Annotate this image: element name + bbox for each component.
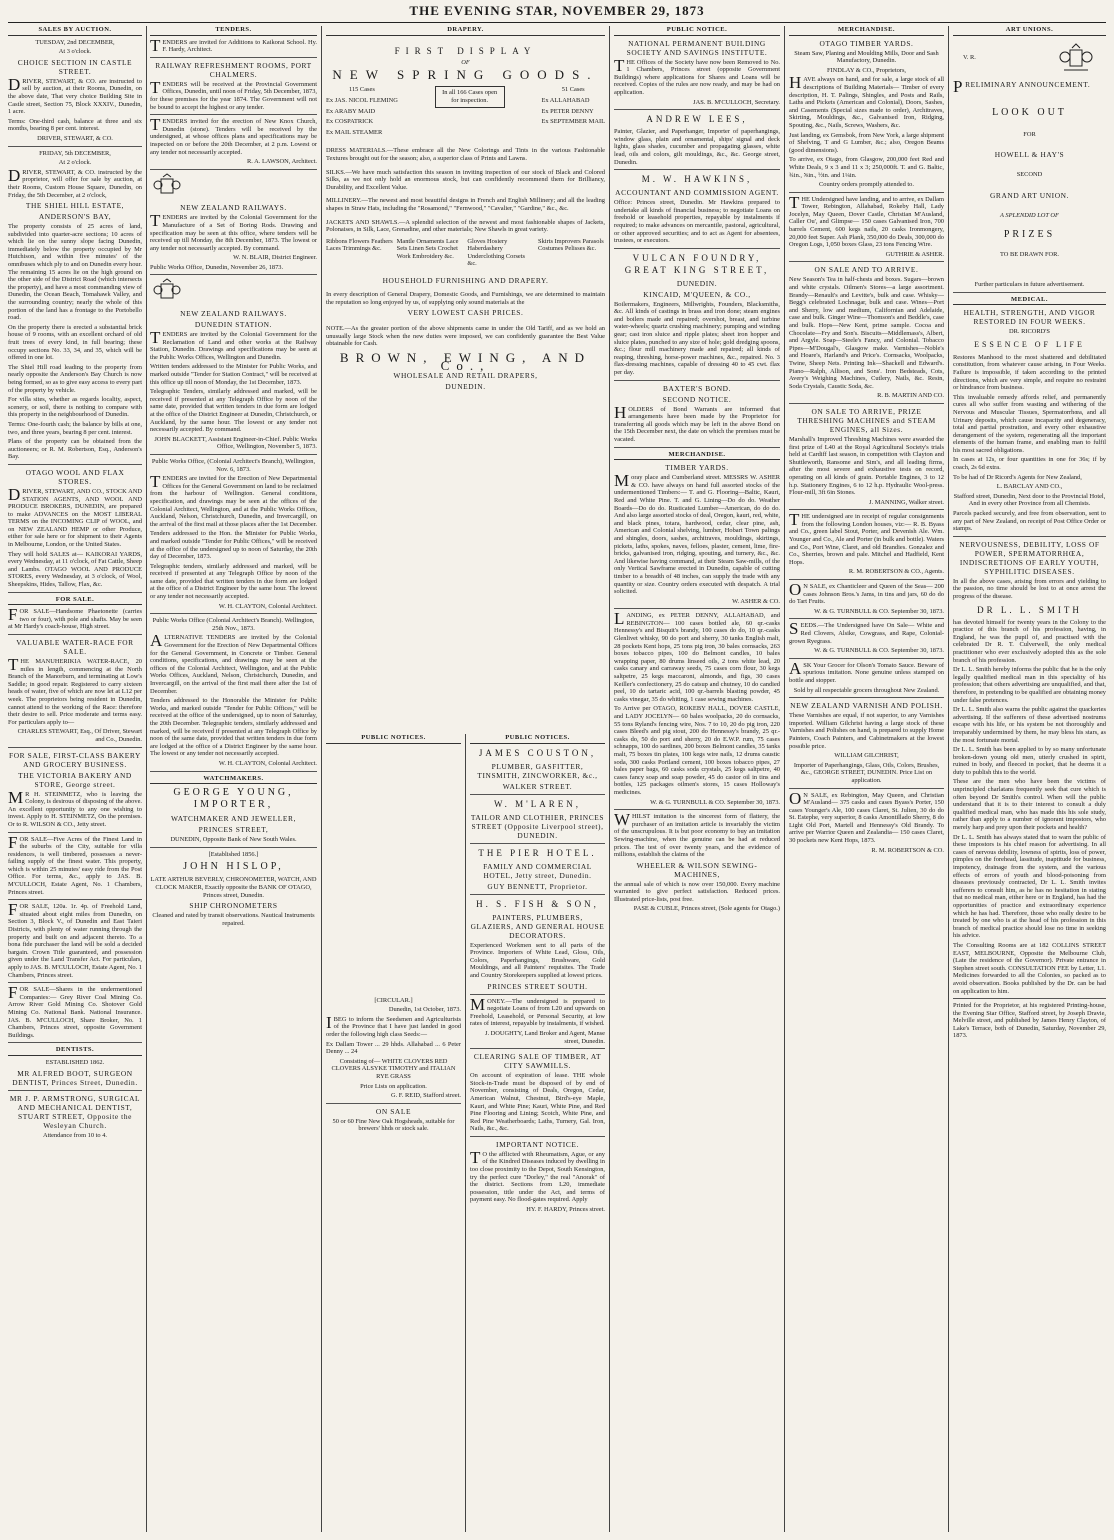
ad-footnote: Attendance from 10 to 4. (42, 1131, 108, 1139)
column-drapery (326, 26, 605, 726)
ad-signature: Public Works Office (Colonial Architect's Branch). Wellington, 25th Nov., 1873. (152, 617, 315, 632)
ad-heading: RAILWAY REFRESHMENT ROOMS, PORT CHALMERS. (155, 60, 312, 79)
newspaper-title: THE EVENING STAR, NOVEMBER 29, 1873 (409, 3, 705, 18)
ad-heading: NATIONAL PERMANENT BUILDING SOCIETY AND SAVINGS INSTITUTE. (626, 38, 768, 57)
ad-heading: PRINCES STREET, (198, 825, 269, 835)
ad-body: FOR SALE, 120a. 1r. 4p. of Freehold Land, situated about eight miles from Dunedin, on Section 3, Block V., of Dunedin and East Taieri Districts, with plenty of water running through the property and built on and adjacent thereto. To a bona fide purchaser the land will be sold a decided bargain. Crown Title guaranteed, and possession given under the Land Transfer Act. For particulars, apply to JAS. B. M'CULLOCH, Estate Agent, No. 1 Chambers, Princes street. (8, 903, 142, 983)
ad-heading: HOWELL & HAY'S (994, 150, 1065, 160)
ad-heading: ON SALE AND TO ARRIVE. (814, 265, 919, 275)
ad-heading: JAMES COUSTON, (478, 747, 597, 758)
ad-body: In every description of General Drapery, Domestic Goods, and Furnishings, we are determined to maintain the reputation so long enjoyed by us, of supplying only sound materials at the (326, 291, 605, 306)
shipment-item: Ex PETER DENNY (541, 107, 594, 115)
ad-heading: PRINCES STREET SOUTH. (470, 982, 605, 995)
masthead-rule (8, 22, 1106, 23)
ad-body: Importer of Paperhangings, Glass, Oils, Colors, Brushes, &c., GEORGE STREET, DUNEDIN. Price List on application. (789, 762, 944, 789)
imprint: Printed for the Proprietor, at his registered Printing-house, the Evening Star Office, Stafford street, by Joseph Dravie, Melville street, and published by James Henry Clayton, of Lake's Terrace, both of Dunedin, Saturday, November 29, 1873. (953, 1002, 1106, 1040)
ad-body: WHILST imitation is the sincerest form of flattery, the purchaser of an imitation article is invariably the victim of the unscrupulous. It is but poor economy to buy an imitation Sewing-machine, when the genuine can be had at reduced prices. The test of over twenty years, and the evidence of millions, establish the claims of the (614, 810, 780, 859)
column-public-notice-merchandise (614, 26, 780, 1532)
ad-heading: VULCAN FOUNDRY, GREAT KING STREET, (624, 252, 770, 275)
shipment-table (326, 86, 605, 139)
ad-body: TENDERS are invited by the Colonial Government for the Reclamation of Land and other works at the Railway Station, Dunedin. Drawings and specifications may be seen at the Public Works Offices, Wellington and Dunedin. (150, 328, 317, 361)
ad-heading: WILLIAM GILCHRIST, (834, 752, 899, 760)
ad-body: To arrive, ex Otago, from Glasgow, 200,000 feet Red and White Deals, 9 x 3 and 11 x 3; 250,000ft. T. and G. Baltic, ¾in., ⅝in., ½in. and 1¼in. (789, 156, 944, 179)
ad-date: Dunedin, 1st October, 1873. (388, 1006, 461, 1014)
ad-heading: FAMILY AND COMMERCIAL HOTEL, Jetty street, Dunedin. (483, 861, 592, 880)
ad-heading: TAILOR AND CLOTHIER, PRINCES STREET (Opposite Liverpool street), DUNEDIN. (470, 813, 605, 844)
ad-body: Plans of the property can be obtained from the auctioneers; or R. M. Robertson, Esq., Anderson's Bay. (8, 438, 142, 465)
ad-signature: GUTHRIE & ASHER. (789, 251, 944, 263)
section-heading: ART UNIONS. (953, 26, 1106, 36)
ad-body: Country orders promptly attended to. (789, 181, 944, 193)
ad-heading: IMPORTANT NOTICE. (496, 1139, 579, 1149)
ad-body: Restores Manhood to the most shattered and debilitated constitution, from whatever cause arising, in Four Weeks. Failure is impossible, if taken according to the printed directions, which are very simple, and require no restraint or hindrance from business. (953, 353, 1106, 392)
section-heading: SALES BY AUCTION. (8, 26, 142, 36)
display-headline: NEW SPRING GOODS. (332, 66, 599, 82)
column-divider (146, 26, 147, 1532)
established-note: [Established 1856.] (208, 850, 259, 858)
shipment-item: 51 Cases (561, 86, 585, 94)
ad-heading: PRELIMINARY ANNOUNCEMENT. (953, 76, 1091, 96)
ad-heading: ANDERSON'S BAY, (38, 212, 112, 222)
ad-heading: OTAGO WOOL AND FLAX STORES. (25, 467, 125, 486)
ad-body: Marshall's Improved Threshing Machines were awarded the first prize of L40 at the Royal Agricultural Society's trials held at Cardiff last season, in competition with Clayton and Shuttleworth, Ransome and Sim's, and all leading firms, after the most severe and exhaustive tests on record, operating on all kinds of grain. Portable Engines, 3 to 12 h.p. Stationery Engines, 6 to 12 h.p. Hydraulic Wool-press. Flour-mill, 3ft 6in Stones. (789, 435, 944, 497)
ad-heading: HOUSEHOLD FURNISHING AND DRAPERY. (382, 276, 549, 286)
ad-heading: JOHN HISLOP, (183, 861, 284, 873)
ad-body: New Season's Tea in half-chests and boxes. Sugars—brown and white crystals. Oilmen's Stores—a large assortment. Brandy—Renault's and Levitte's, bulk and case. Whisky—Begg's celebrated Lochnagar, bulk and case. Wines—Port and Sherry, low and medium, Californian and Adelaide, case and bulk. Ginger Wine—Thomson's and Beddle's, case and bulk. Hops—New Kent, prime sample. Cocoa and Chocolate—Fry and Son's. Biscuits—Middlemass's, Albert, and Argyle. Soap—Steele's Fancy, and Colonial. Tobacco Pipes—M'Dougal's, Glasgow make. Varnishes—Noble's and Hoare's, Harland's and Price's. Cornsacks, Woolpacks, Twine, Sheep Nets. Printing Ink—Shackell and Edward's. Piano—Ralph, Allison, and Sons'. Iron Bedsteads, Cots, Avery's Weighing Machines, Cutlery, Nails, &c. Resin, Soda Crystals, Caustic Soda, &c. (789, 276, 944, 390)
shipment-list-left (326, 86, 398, 139)
ad-heading: TO BE DRAWN FOR. (999, 251, 1060, 259)
display-connector: OF (461, 59, 470, 67)
ad-body: MR H. STEINMETZ, who is leaving the Colony, is desirous of disposing of the above. An excellent opportunity to any one wishing to invest. Apply to H. STEINMETZ, On the premises. Or to R. WILSON & CO., Jetty street. (8, 791, 142, 833)
ad-signature: R. M. ROBERTSON & CO., Agents. (789, 568, 944, 580)
ad-body: Parcels packed securely, and free from observation, sent to any part of New Zealand, on receipt of Post Office Order or stamps. (953, 510, 1106, 537)
ad-body: Terms: One-fourth cash; the balance by bills at one, two, and three years, bearing 8 per cent. interest. (8, 420, 142, 436)
ad-body: Dr L. L. Smith has always stated that to warn the public of these impostors is his chief reason for advertising. In all cases of nervous debility, lowness of spirits, loss of power, pimples on the forehead, lassitude, inaptitude for business, impotency, drainage from the system, and the various effects of errors of youth and blood-poisoning from diseases previously contracted, Dr L. L. Smith invites sufferers to consult him, as he has no hesitation in stating that no medical man, either here or in England, has had the opportunities of practice and extraordinary experience which he has had. Therefore, those who really desire to be treated by one who is at the head of his profession in this branch of medical practice should lose no time in seeking his advice. (953, 833, 1106, 940)
ad-body: 50 or 60 Fine New Oak Hogsheads, suitable for brewers' hhds or stock sale. (332, 1117, 455, 1133)
ad-body: DRIVER, STEWART, AND CO., STOCK AND STATION AGENTS, AND WOOL AND PRODUCE BROKERS, DUNEDIN, are prepared to make ADVANCES on the MOST LIBERAL TERMS on the INCOMING CLIP of WOOL, and on NEW ZEALAND HEMP or other Produce, either for sale here or for shipment to their Agents in Melbourne, London, or the United States. (8, 484, 142, 549)
ad-signature: W. ASHER & CO. (614, 598, 780, 610)
shipment-item: Ex MAIL STEAMER (326, 128, 383, 136)
ad-heading: NEW ZEALAND RAILWAYS. (180, 309, 287, 319)
ad-heading: LOOK OUT (992, 106, 1067, 118)
blank-space (326, 747, 461, 997)
ad-signature: W. N. BLAIR, District Engineer. (233, 254, 317, 262)
ad-signature: J. MANNING, Walker street. (789, 499, 944, 511)
ad-heading: ESSENCE OF LIFE (974, 339, 1085, 349)
ad-body: TO the afflicted with Rheumatism, Ague, or any of the Kindred Diseases induced by dwelling in too close proximity to the Depot, South Kensington, try the perfect cure "Dorley," the real "Anorak" of the district. Sections from L20, immediate possession, title under the Act, and terms of payment easy. No flood-gates required. Apply (470, 1147, 605, 1204)
ad-signature: R. A. LAWSON, Architect. (150, 158, 317, 170)
ad-body: MILLINERY.—The newest and most beautiful designs in French and English Millinery; and all the leading shapes in Straw Hats, including the "Rosamond," "Fernwood," "Cavalier," "Gardine," &c., &c. (326, 197, 605, 212)
ad-heading: MR ALFRED BOOT, SURGEON DENTIST, Princes Street, Dunedin. (8, 1069, 142, 1091)
ad-body: Dr L. L. Smith hereby informs the public that he is the only legally qualified medical man in this speciality of his profession; that others advertising are unqualified, and that, therefore, in pretending to be qualified are obtaining money under false pretences. (953, 666, 1106, 704)
ad-body: LATE ARTHUR BEVERLY, CHRONOMETER, WATCH, AND CLOCK MAKER, Exactly opposite the BANK OF OTAGO, Princes street, Dunedin. (150, 876, 317, 899)
ad-heading: VERY LOWEST CASH PRICES. (407, 308, 524, 318)
ad-body: MONEY.—The undersigned is prepared to negotiate Loans of from L20 and upwards on Freehold, Leasehold, or Personal Security, at low rates of interest, repayable by instalments, if wished. (470, 994, 605, 1028)
column-divider (321, 26, 322, 1532)
section-heading: PUBLIC NOTICES. (326, 734, 461, 744)
section-heading: MERCHANDISE. (614, 451, 780, 461)
ad-body: Tenders addressed to the Honorable the Minister for Public Works, and marked outside "Tender for Public Offices," will be received at the office of the undersigned, up to noon of Saturday, the 20th December. Telegraphic tenders, similarly addressed and marked, will be received if presented at any Telegraph Office by noon of the same date, provided that written tenders in due form are lodged at the office of a District Engineer by the same hour. The lowest or any tender not necessarily accepted. (150, 697, 317, 758)
shipment-item: Ex COSPATRICK (326, 118, 374, 126)
ad-body: SEEDS.—The Undersigned have On Sale— White and Red Clovers, Alsike, Cowgrass, and Rape, Colonial-grown Ryegrass. (789, 619, 944, 645)
ad-body: TENDERS are invited for the Erection of New Departmental Offices for the General Government on land to be reclaimed from the harbour of Wellington. General conditions, specification, and drawings may be seen at the offices of the Colonial Architect, Wellington, and at the Public Works Offices, Auckland, Nelson, Christchurch, Dunedin, and Invercargill, on the arrival of the first mail at those places after the 1st December. (150, 472, 317, 528)
ad-body: THE Undersigned have landing, and to arrive, ex Dallam Tower, Rebington, Allahabad, Rokeby Hall, Lady Jocelyn, May Queen, Dover Castle, Christian M'Ausland, Caller Ou', and Glimpse— 150 cases Galvanised Iron, 700 barrels Cement, 600 kegs nails, 20 casks Ironmongery, 20,000 feet Super. Ash Plank, 350,000 do Deals, 300,000 do Oregon Logs, 1,050 boxes Glass, 23 tons Fencing Wire. (789, 192, 944, 249)
ad-body: Written tenders addressed to the Minister for Public Works, and marked outside "Tender for Station Contract," will be received at this office up till noon of Monday, the 1st December, 1873. (150, 363, 317, 386)
ad-body: SILKS.—We have much satisfaction this season in inviting inspection of our stock of Black and Colored Silks, as we not only hold an enormous stock, but can confidently recommend them for Brilliancy, Durability, and Excellent Value. (326, 168, 605, 191)
royal-arms (963, 42, 1096, 74)
ad-body: Boilermakers, Engineers, Millwrights, Founders, Blacksmiths, &c. All kinds of castings in brass and iron done; steam engines and boilers made and repaired; overshot, breast, and turbine water-wheels; quartz crushing machinery; pumping and winding gear; cast iron sluice and ripple plates; sheet iron hopper and sluice plates, punched to any size of hole; gold dredging spoons, &c.; flour mill machinery made and repaired; all kinds of reaping, threshing, horse-power machines, &c., repaired. No. 3 flax-dressing machines, capable of dressing 40 to 45 cwt. flax per day. (614, 301, 780, 381)
ad-heading: M. W. HAWKINS, (641, 174, 753, 185)
ad-body: To Arrive per OTAGO, ROKEBY HALL, DOVER CASTLE, and LADY JOCELYN— 60 bales woolpacks, 20 do cornsacks, 55 tons Ryland's fencing wire, Nos. 7 to 10, 20 do pig iron, 220 cases Bleed's and pig stout, 200 do Hennessy's brandy, 25 qr.-casks do, 50 do port and sherry, 20 do E.W.P. rum, 75 cases schnapps, 100 do sardines, 200 boxes Belmont candles, 35 tanks malt, 75 boxes tin plates, 100 kegs wire nails, 12 drums caustic soda, 300 casks Portland cement, 100 boxes tobacco pipes, 27 bales paper bags, 60 casks soda crystals, 25 kegs saltpetre, 40 cases fancy soap and soap powder, 45 do castor oil in tins and bottles, 125 packages oilmen's stores, 15 cases Holloway's medicines. (614, 705, 780, 796)
ad-signature: Public Works Office, Dunedin, November 26, 1873. (150, 264, 317, 276)
goods-column: Mantle Ornaments Lace Sets Linen Sets Crochet Work Embroidery &c. (396, 237, 459, 260)
ad-body: Cleaned and rated by transit observations. Nautical Instruments repaired. (152, 912, 315, 927)
section-heading: PUBLIC NOTICE. (614, 26, 780, 36)
masthead (0, 0, 1114, 22)
shipment-total-box: In all 166 Cases open for inspection. (435, 86, 505, 107)
ad-heading: Consisting of— WHITE CLOVERS RED CLOVERS ALSYKE TIMOTHY and ITALIAN RYE GRASS (331, 1057, 456, 1080)
ad-body: Sold by all respectable grocers throughout New Zealand. (789, 687, 944, 699)
section-heading: PUBLIC NOTICES. (470, 734, 605, 744)
circular-label: [CIRCULAR.] (374, 996, 413, 1004)
column-merchandise (789, 26, 944, 1532)
section-heading: DENTISTS. (8, 1046, 142, 1056)
ad-heading: PLUMBER, GASFITTER, TINSMITH, ZINCWORKER, &c., (477, 761, 598, 780)
ad-body: JACKETS AND SHAWLS.—A splendid selection of the newest and most fashionable shapes of Jackets, Polonaises, in Silk, Lace, Grenadine, and other materials; New Shawls in great variety. (326, 218, 605, 234)
ad-body: DUNEDIN, Opposite Bank of New South Wales. (150, 836, 317, 848)
goods-column: Ribbons Flowers Feathers Laces Trimmings &c. (326, 237, 393, 253)
ad-heading: WHOLESALE AND RETAIL DRAPERS, (393, 371, 538, 381)
ad-body: The property consists of 25 acres of land, subdivided into quarter-acre sections; 10 acres of which lie on the sunny slope facing Dunedin, immediately below the property occupied by Mr Hutchison, and within five minutes' of the omnibuses which ply to and on Dunedin every hour. The remaining 15 acres lie on the high ground on the other side of the District Road (which intersects the property), and have a most commanding view of Dunedin, the Ocean Beach, Tomahawk Valley, and the surrounding country; nearly the whole of this portion of the land has a frontage to the Portobello road. (8, 223, 142, 322)
ad-body: Price Lists on application. (360, 1082, 427, 1090)
section-heading: MEDICAL. (953, 296, 1106, 306)
ad-signature: PASE & CUBLE, Princes street, (Sole agents for Otago.) (633, 905, 780, 913)
ad-body: HAVE always on hand, and for sale, a large stock of all descriptions of Building Materials— Timber of every description, H. T. Palings, Shingles, and Posts and Rails, Laths and Pickets (American and Colonial), Doors, Sashes, and Casements (Special sizes made to order), Architraves, Skirting, Mouldings, &c., Galvanised Iron, Ridging, Spouting, &c., Nails, Screws, Washers, &c. (789, 73, 944, 129)
ad-signature: R. M. ROBERTSON & CO. (871, 846, 944, 854)
sale-date: FRIDAY, 5th DECEMBER, (39, 149, 111, 157)
ad-body: FOR SALE—Shares in the undermentioned Companies:— Grey River Coal Mining Co. Arrow River Gold Mining Co. Shotover Gold Mining Co. National Bank. National Insurance. JAS. B. M'CULLOCH, Share Broker, No. 1 Chambers, Princes street, opposite Government Buildings. (8, 986, 142, 1043)
ad-signature: HY. F. HARDY, Princes street. (526, 1206, 605, 1214)
ad-heading: ON SALE TO ARRIVE, PRIZE THRESHING MACHINES and STEAM ENGINES, all Sizes. (797, 406, 936, 434)
ad-signature: W. & G. TURNBULL & CO. September 30, 1873. (614, 799, 780, 811)
ad-body: This invaluable remedy affords relief, and permanently cures all who suffer from wasting and withering of the Nervous and Muscular Tissues, Spermatorrhœa, and all Urinary deposits, which cause incapacity and degeneracy, total and partial prostration, and every other exhaustive derangement of the system, regenerating all the important elements of the human frame, and enabling man to fulfil his most sacred obligations. (953, 393, 1106, 454)
section-heading: FOR SALE. (8, 596, 142, 606)
ad-heading: TIMBER YARDS. (665, 463, 729, 473)
shipment-item: Ex SEPTEMBER MAIL (541, 118, 605, 126)
ad-body: ALTERNATIVE TENDERS are invited by the Colonial Government for the Erection of New Departmental Offices for the General Government, in Concrete or Timber. General conditions, specifications, and drawings may be seen at the offices of the Colonial Architect, Wellington, and at the Public Works Offices, Auckland, Nelson, Christchurch, Dunedin, and Invercargill, on the arrival of the first mail there after the 1st of December. (150, 631, 317, 695)
ad-body: TENDERS are invited for Additions to Kaikorai School. Hy. F. Hardy, Architect. (150, 39, 317, 58)
ad-signature: J. DOUGHTY, Land Broker and Agent, Manse street, Dunedin. (470, 1030, 605, 1049)
ad-body: These Varnishes are equal, if not superior, to any Varnishes imported. William Gilchrist having a large stock of these Varnishes and Polishes on hand, is prepared to supply Home Painters, Coach Painters, and Cabinetmakers at the lowest possible price. (789, 712, 944, 750)
ad-body: On account of expiration of lease. THE whole Stock-in-Trade must be disposed of by end of November, consisting of Deals, Oregon, Cedar, American Walnut, Chestnut, Bird's-eye Maple, Kauri, and White Pine; Kauri, White Pine, and Red Pine Flooring and Lining; Scotch, White Pine, and Red Pine Weatherboards; Laths, Turnery, Gal. Iron, Nails, &c., &c. (470, 1072, 605, 1137)
ad-signature: W. H. CLAYTON, Colonial Architect. (150, 760, 317, 772)
column-art-unions-medical (953, 26, 1106, 1532)
ad-body: Office: Princes street, Dunedin. Mr Hawkins prepared to undertake all kinds of financial business; to negotiate Loans on freehold or leasehold properties, repayable by instalments if required; to make advances on mercantile, pastoral, agricultural, or other approved securities; and to act as Agent for absentees, trustees, or executors. (614, 199, 780, 249)
ad-body: Terms: One-third cash, balance at three and six months, bearing 8 per cent. interest. (8, 117, 142, 133)
section-heading: WATCHMAKERS. (150, 775, 317, 785)
ad-body: Moray place and Cumberland street. MESSRS W. ASHER & CO. have always on hand full assorted stocks of the undermentioned Timbers:— T. and G. Flooring—Baltic, Kauri, Red and White Pine. T. and G. Lining—Do do do. Weather Boards—Do do do. Rusticated Lumber—American, do do do. And also large assorted stocks of deal, Oregon, kauri, red, white, and black pines, totara, hardwood, cedar, clear pine, ash, American and Colonial shelving, lumber, Hobart Town palings and shingles, doors, sashes, architraves, mouldings, skirtings, pickets, laths, spokes, naves, felloes, plaster, cement, lime, fire-bricks, galvanised iron, ridging, spouting, and turnery, &c., &c. And likewise having command, at their Steam Saw-mills, of the only Vertical Sawframe erected in Dunedin, capable of cutting timber to a breadth of 48 inches, can supply the trade with any quantity or size. Country orders executed with despatch. A trial solicited. (614, 471, 780, 596)
ad-body: ON SALE, ex Chanticleer and Queen of the Seas— 200 cases Johnson Bros.'s Jams, in tins and jars, 60 do do do Tart Fruits. (789, 580, 944, 606)
goods-list (326, 238, 605, 268)
column-divider (784, 26, 785, 1532)
ad-heading: W. M'LAREN, (493, 798, 582, 809)
ad-heading: NEW ZEALAND RAILWAYS. (180, 203, 287, 213)
column-public-notices-left (326, 734, 461, 1532)
royal-crest-icon (150, 173, 184, 199)
ad-body: LANDING, ex PETER DENNY, ALLAHABAD, and REBINGTON— 100 cases bottled ale, 60 qr.-casks Hennessy's and Bisquit's brandy, 100 cases do do, 10 qr.-casks Glenlivet whisky, 90 do port and sherry, 30 tanks English malt, 28 pockets Kent hops, 25 tons pig iron, 30 bales cornsacks, 263 boxes tobacco pipes, 100 do Belmont candles, 10 bales wrapping paper, 80 drums linseed oils, 2 tons white lead, 20 casks canary and carraway seeds, 75 cases corn flour, 30 kegs saltpetre, 25 kegs maccaroni, almonds, and figs, 30 cases Keiller's confectionery, 25 do catsup and chutney, 10 do candied peel, 10 do tartaric acid, 100 qr.-barrels blasting powder, 45 casks vinegar, 35 do whiting, 1 case sewing machines. (614, 609, 780, 703)
ad-signature: JAS. B. M'CULLOCH, Secretary. (614, 99, 780, 111)
ad-heading: H. S. FISH & SON, (476, 898, 599, 909)
ad-heading: PRIZES (1003, 229, 1056, 241)
column-sales-by-auction (8, 26, 142, 1532)
shipment-list-right (541, 86, 605, 128)
shipment-item: 115 Cases (348, 86, 375, 94)
ad-heading: WATCHMAKER AND JEWELLER, (170, 814, 297, 824)
ad-heading: GRAND ART UNION. (989, 190, 1070, 200)
ad-body: DRIVER, STEWART, & CO. are instructed to sell by auction, at their Rooms, Dunedin, on the above date, That very choice Building Site in Castle street, Section 75, Block XXXIV., Dunedin, 1 acre. (8, 74, 142, 116)
seed-shipments: Ex Dallam Tower ... 29 hhds. Allahabad ... 6 Peter Denny ... 24 (326, 1040, 461, 1056)
column-divider (465, 734, 466, 1532)
ad-body: Just landing, ex Gemsbok, from New York, a large shipment of Shelving, T and G Lumber, &c.; also, Oregon Beams (good dimensions). (789, 131, 944, 154)
ad-body: Telegraphic Tenders, similarly addressed and marked, will be received if presented at any Telegraph Office by noon of the same date, provided that written tenders in due form are lodged at the office of the District Engineer at Dunedin, Christchurch, or Auckland, by the same hour. The lowest or any tender not necessarily accepted. By command. (150, 388, 317, 434)
ad-heading: SHIP CHRONOMETERS (189, 901, 278, 911)
ad-body: Painter, Glazier, and Paperhanger, Importer of paperhangings, window glass, plain and ornamental, ships' signal and deck lights, glass shades, cucumber and propagating glasses, white lead, oils and colors, gilt mouldings, &c., &c. George street, Dunedin. (614, 128, 780, 170)
ad-connector: A SPLENDID LOT OF (1000, 211, 1059, 219)
ad-body: IBEG to inform the Seedsmen and Agriculturists of the Province that I have just landed in good order the following high class Seeds:— (326, 1012, 461, 1038)
ad-heading: OTAGO TIMBER YARDS. (819, 38, 914, 48)
ad-body: NOTE.—As the greater portion of the above shipments came in under the Old Tariff, and as we hold an unusually large Stock when the new duties were imposed, we can confidently guarantee the Best Value obtainable for Cash. (326, 325, 605, 348)
ad-heading: CLEARING SALE OF TIMBER, AT CITY SAWMILLS. (473, 1052, 602, 1071)
column-public-notices-right (470, 734, 605, 1532)
section-heading: DRAPERY. (326, 26, 605, 36)
ad-heading: GUY BENNETT, Proprietor. (470, 882, 605, 895)
ad-signature: W. & G. TURNBULL & CO. September 30, 1873. (789, 608, 944, 620)
royal-cipher: V. R. (963, 53, 976, 61)
ad-heading: CHOICE SECTION IN CASTLE STREET. (17, 57, 133, 76)
ad-heading: KINCAID, M'QUEEN, & CO., (643, 289, 751, 299)
ad-heading: FOR SALE, FIRST-CLASS BAKERY AND GROCERY BUSINESS. (9, 750, 141, 769)
ad-body: FOR SALE—Five Acres of the Finest Land in the suburbs of the City, suitable for villa residences, is well timbered, possesses a never-failing supply of the finest water. This property, which is within 25 minutes' easy ride from the Post Office. For terms, &c., apply to JAS. B. M'CULLOCH, Estate Agent, No. 1 Chambers, Princes street. (8, 836, 142, 901)
ad-connector: SECOND (1016, 171, 1043, 179)
ad-heading: DR L. L. SMITH (977, 604, 1082, 615)
ad-body: Telegraphic tenders, similarly addressed and marked, will be received if presented at any Telegraph Office by noon of the same date, provided that written tenders in due form are lodged at the office of a District Engineer by the same hour. The lowest or any tender not necessarily accepted. (150, 562, 317, 601)
ad-heading: DR. RICORD'S (1009, 328, 1050, 336)
ad-body: THE MANUHERIKIA WATER-RACE, 20 miles in length, commencing at the North Branch of the Manorburn, and terminating at Low's Saddle; in good repair. Registered to carry sixteen heads of water, five of which are now let at L12 per week. The proprietors being resident in Dunedin, cannot attend to the working of the Race: therefore their desire to sell. Price moderate and terms easy. For particulars apply to— (8, 655, 142, 726)
ad-body: Dr L. L. Smith has been applied to by so many unfortunate broken-down young old men, utterly crushed in spirit, ruined in body, and fleeced in pocket, that he deems it a duty to publish this to the world. (953, 746, 1106, 776)
ad-heading: BAXTER'S BOND. (662, 383, 732, 393)
ad-signature: Public Works Office, (Colonial Architect's Branch), Wellington, Nov. 6, 1873. (151, 457, 316, 473)
ad-heading: DUNEDIN. (445, 382, 486, 392)
ad-heading: GEORGE YOUNG, IMPORTER, (173, 787, 294, 811)
ad-heading: WALKER STREET. (470, 782, 605, 795)
goods-column: Gloves Hosiery Haberdashery Underclothing Corsets &c. (467, 237, 526, 268)
ad-heading: PAINTERS, PLUMBERS, GLAZIERS, AND GENERAL HOUSE DECORATORS. (470, 912, 605, 940)
ad-heading: MR J. P. ARMSTRONG, SURGICAL AND MECHANICAL DENTIST, STUART STREET, Opposite the Wesleyan Church. (9, 1093, 141, 1130)
ad-body: Tenders addressed to the Hon. the Minister for Public Works, and marked outside "Tender for Public Offices," will be received at the office of the undersigned up to noon of Saturday, the 20th day of December, 1873. (150, 530, 317, 561)
ad-heading: L. BARCLAY AND CO., (996, 483, 1063, 491)
ad-body: In all the above cases, arising from errors and yielding to the passion, no time should be lost to at once arrest the progress of the disease. (953, 577, 1106, 600)
ad-body: has devoted himself for twenty years in the Colony to the practice of this branch of his profession, having, in England, he was the pupil of, and practised with the celebrated Dr R. T. Culverwell, the only medical practitioner who ever exclusively adopted this as the sole branch of his profession. (953, 618, 1106, 664)
ad-body: Further particulars in future advertisement. (953, 281, 1106, 293)
ad-signature: DRIVER, STEWART, & CO. (8, 135, 142, 147)
royal-crest-icon (150, 278, 184, 304)
ad-body: HOLDERS of Bond Warrants are informed that arrangements have been made by the Proprietor for transferring all goods which may be left in the above Bond on the 15th December next, the date on which the premises must be vacated. (614, 406, 780, 448)
ad-signature: CHARLES STEWART, Esq., Of Driver, Stewart and Co., Dunedin. (8, 728, 142, 747)
ad-heading: FINDLAY & CO., Proprietors, (826, 66, 907, 74)
ad-body: TENDERS invited for the erection of New Knox Church, Dunedin (stone). Tenders will be received by the undersigned, at whose offices plans and specifications may be inspected on or before the 20th December, at 2 p.m. Lowest or any tender not necessarily accepted. (150, 115, 317, 156)
ad-body: THE Offices of the Society have now been Removed to No. 1 Chambers, Princes street (opposite Government Buildings) where applications for Shares and Loans will be received. Copies of the rules are now ready, and may be had on application. (614, 55, 780, 96)
ad-heading: VALUABLE WATER-RACE FOR SALE. (16, 638, 134, 656)
shipment-item: Ex JAS. NICOL FLEMING (326, 96, 398, 104)
ad-body: THE undersigned are in receipt of regular consignments from the following London houses, viz:— R. B. Byass and Co., green label Stout, Porter, and Devenish Ale. Wm. Younger and Co., Ale and Porter (in bulk and bottle). Waters and Co., Port Wine, Claret, and old Brandies. Gonzalez and Co., Sherries, brown and pale. Mitchel and Hadfield, Kent Hops. (789, 510, 944, 566)
ad-signature: W. H. CLAYTON, Colonial Architect. (150, 603, 317, 615)
sale-date: TUESDAY, 2nd DECEMBER, (35, 38, 115, 46)
ad-heading: WHEELER & WILSON SEWING-MACHINES, (636, 860, 758, 879)
ad-body: TENDERS are invited by the Colonial Government for the Manufacture of a Set of Boring Rods. Drawing and specification may be seen at this office, where tenders will be received up till Monday, the 8th December, 1873. The lowest or any tender not necessarily accepted. By command. (150, 211, 317, 252)
ad-body: ON SALE, ex Rebington, May Queen, and Christian M'Ausland— 375 casks and cases Byass's Porter, 150 cases Younger's Ale, 100 cases Claret, St. Julien, 30 do do St. Estephe, very superior, 8 casks Amontillado Sherry, 8 do Light Old Port, Martell and Hennessy's Old Brandy. To arrive per Warrior Queen and Zealandia— 150 cases Claret, 30 pockets new Kent Hops, 1873. (789, 788, 944, 845)
sale-time: At 2 o'clock. (58, 159, 92, 167)
ad-body: FOR SALE—Handsome Phaetonette (carries two or four), with pole and shafts. May be seen at Mr Hardy's coach-house, High street. (8, 608, 142, 635)
ad-body: They will hold SALES at— KAIKORAI YARDS, every Wednesday, at 11 o'clock, of Fat Cattle, Sheep and Lambs. OTAGO WOOL AND PRODUCE STORES, every Wednesday, at 3 o'clock, of Wool, Sheepskins, Hides, Tallow, Flax, &c. (8, 551, 142, 593)
ad-heading: SECOND NOTICE. (662, 394, 732, 404)
ad-body: ASK Your Grocer for Olson's Tomato Sauce. Beware of spurious imitation. None genuine unless stamped on bottle and stopper. (789, 658, 944, 684)
ad-body: The Shiel Hill road leading to the property from nearly opposite the Anderson's Bay Church is now being formed, so as to give easy access to every part of the property by vehicle. (8, 363, 142, 394)
ad-heading: ON SALE (375, 1106, 412, 1116)
ad-body: DRESS MATERIALS.—These embrace all the New Colorings and Tints in the various Fashionable Textures brought out for the season; also, a superior class of Prints and Lawns. (326, 147, 605, 162)
shipment-item: Ex ARABY MAID (326, 107, 376, 115)
established-note: ESTABLISHED 1862. (45, 1058, 105, 1066)
ad-heading: NERVOUSNESS, DEBILITY, LOSS OF POWER, SPERMATORRHŒA, INDISCRETIONS OF EARLY YOUTH, SYPHILITIC DISEASES. (959, 539, 1100, 576)
ad-body: The Consulting Rooms are at 182 COLLINS STREET EAST, MELBOURNE, Opposite the Melbourne Club, (Late the residence of the Governor). Private entrance in Stephen street south. CONSULTATION FEE by Letter, L1. Medicines forwarded to all the Colonies, so packed as to avoid observation. Books published by the Dr. can be had on application to him. (953, 942, 1106, 999)
ad-heading: DUNEDIN STATION. (194, 320, 273, 330)
shipment-item: Ex ALLAHABAD (541, 96, 590, 104)
goods-column: Skirts Improvers Parasols Costumes Pelisses &c. (538, 237, 604, 253)
ad-signature: G. F. REID, Stafford street. (326, 1092, 461, 1104)
ad-body: In cases at 12s, or four quantities in one for 36s; if by coach, 2s 6d extra. (953, 456, 1106, 472)
ad-heading: THE PIER HOTEL. (478, 847, 597, 858)
ad-body: DRIVER, STEWART, & CO. instructed by the proprietor, will offer for sale by auction, at their Rooms, Custom House Square, Dunedin, on Friday, the 5th December, at 2 o'clock, (8, 165, 142, 199)
section-heading: MERCHANDISE. (789, 26, 944, 36)
ad-body: Dr L. L. Smith also warns the public against the quackeries advertising. If the sufferers of these advertised nostrums escape with his life, or his system be not thoroughly and irreparably undermined by them, he may bless his stars, as the most fortunate mortal. (953, 706, 1106, 744)
ad-body: Stafford street, Dunedin, Next door to the Provincial Hotel, And in every other Province from all Chemists. (953, 492, 1106, 508)
ad-heading: HEALTH, STRENGTH, AND VIGOR RESTORED IN FOUR WEEKS. (963, 308, 1096, 327)
ad-body: the annual sale of which is now over 150,000. Every machine warranted to give perfect satisfaction. Reduced prices. Illustrated price-lists, post free. (614, 880, 780, 903)
ad-signature: R. B. MARTIN AND CO. (789, 392, 944, 404)
sale-time: At 3 o'clock. (58, 48, 92, 56)
ad-body: On the property there is erected a substantial brick house of 9 rooms, with an excellent orchard of old fruit trees of every kind, in full bearing; these occupy sections No. 33, 34, and 35, which will be offered in one lot. (8, 323, 142, 362)
ad-heading: THE SHIEL HILL ESTATE, (25, 201, 125, 211)
firm-name: BROWN, EWING, AND Co., (339, 350, 592, 373)
ad-body: TENDERS will be received at the Provincial Government Offices, Dunedin, until noon of Friday, 5th December, 1873, for these premises for the year 1874. The Government will not be bound to accept the highest or any tender. (150, 81, 317, 115)
ad-body: These are the men who have been the victims of unprincipled charlatans frequently seek that cure which is often beyond Dr Smith's control. When will the public understand that it is to their interest to consult a duly qualified medical man, who has made this his sole study, rather than apply to a number of ignorant impostors, who merely harp and prey upon their pockets and health? (953, 778, 1106, 832)
ad-heading: ACCOUNTANT AND COMMISSION AGENT. (615, 188, 779, 198)
ad-signature: JOHN BLACKETT, Assistant Engineer-in-Chief. Public Works Office, Wellington, November 5, 1873. (150, 436, 317, 455)
column-divider (609, 26, 610, 1532)
display-headline: FIRST DISPLAY (394, 45, 537, 56)
ad-body: For villa sites, whether as regards locality, aspect, scenery, or soil, there is nothing to compare with this property in the neighbourhood of Dunedin. (8, 396, 142, 419)
ad-heading: THE VICTORIA BAKERY AND STORE, George street. (18, 770, 132, 789)
ad-heading: NEW ZEALAND VARNISH AND POLISH. (790, 701, 943, 711)
ad-heading: ANDREW LEES, (646, 114, 748, 125)
royal-crest-icon (1056, 42, 1096, 74)
ad-body: To be had of Dr Ricord's Agents for New Zealand, (953, 473, 1082, 481)
section-heading: TENDERS. (150, 26, 317, 36)
ad-connector: FOR (1023, 130, 1036, 138)
ad-body: Steam Saw, Planing and Moulding Mills, Door and Sash Manufactory, Dunedin. (794, 49, 939, 65)
ad-body: Experienced Workmen sent to all parts of the Province. Importers of White Lead, Gloss, Oils, Colors, Paperhangings, Brushware, Gold Mouldings, and all Painters' requisites. The Trade and Country Storekeepers supplied at lowest prices. (470, 941, 605, 979)
ad-signature: W. & G. TURNBULL & CO. September 30, 1873. (789, 647, 944, 659)
ad-heading: DUNEDIN. (676, 278, 718, 288)
column-tenders (150, 26, 317, 1532)
column-divider (948, 26, 949, 1532)
